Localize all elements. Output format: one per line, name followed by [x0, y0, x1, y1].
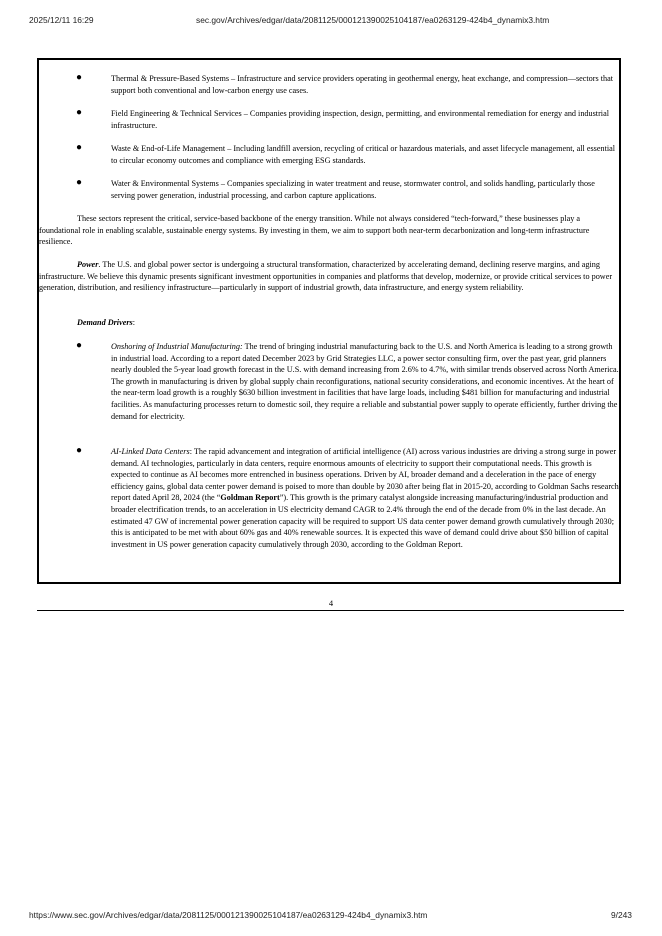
driver-title-ai: AI-Linked Data Centers [111, 447, 190, 456]
bullet-icon: ● [76, 445, 83, 456]
driver-text-onshoring: The trend of bringing industrial manufacturing back to the U.S. and North America is leading to a strong growth in industrial load. According to a report dated December 2023 by Grid Strategies LLC, a power sector consulting firm, over the past year, grid planners nearly doubled the 5-year load growth forecast in the U.S. with demand increasing from 2.6% to 4.7%, with similar trends observed across North America. The growth in manufacturing is driven by global supply chain reconfigurations, national security considerations, and economic incentives. At the heart of the near-term load growth is a roughly $630 billion investment in facilities that have large loads, including $481 billion for manufacturing and industrial facilities. As manufacturing processes return to domestic soil, they require a reliable and substantial power supply to operate efficiently, further driving the demand for electricity. [111, 342, 619, 421]
driver-title-onshoring: Onshoring of Industrial Manufacturing: [111, 342, 243, 351]
bullet-icon: ● [76, 340, 83, 351]
power-text: . The U.S. and global power sector is undergoing a structural transformation, characterized by accelerating demand, declining reserve margins, and aging infrastructure. We believe this dynamic presents significant investment opportunities in companies and platforms that develop, modernize, or provide critical services to power generation, distribution, and resiliency infrastructure—particularly in support of industrial growth, data infrastructure, and energy system reliability. [39, 260, 613, 293]
print-url: https://www.sec.gov/Archives/edgar/data/2081125/000121390025104187/ea0263129-424b4_dynamix3.htm [29, 910, 428, 920]
power-paragraph [39, 259, 617, 294]
driver-item-onshoring [111, 341, 619, 422]
page-number: 4 [328, 598, 334, 608]
bullet-icon: ● [76, 177, 83, 188]
bullet-icon: ● [76, 142, 83, 153]
print-page-title: sec.gov/Archives/edgar/data/2081125/000121390025104187/ea0263129-424b4_dynamix3.htm [196, 15, 550, 25]
power-label: Power [77, 260, 99, 269]
bullet-icon: ● [76, 72, 83, 83]
content-frame [37, 58, 621, 584]
demand-drivers-heading: Demand Drivers: [77, 318, 135, 327]
print-datetime: 2025/12/11 16:29 [29, 15, 94, 25]
sector-item-water: Water & Environmental Systems – Companies specializing in water treatment and reuse, stormwater control, and solids handling, particularly those serving power generation, industrial processing, and carbon capture applications. [111, 179, 595, 200]
sector-item-waste: Waste & End-of-Life Management – Including landfill aversion, recycling of critical or hazardous materials, and asset lifecycle management, all essential to circular economy outcomes and compliance with emerging ESG standards. [111, 144, 616, 165]
page-divider [37, 610, 624, 611]
sector-item-thermal: Thermal & Pressure-Based Systems – Infrastructure and service providers operating in geothermal energy, heat exchange, and compression—sectors that support both conventional and low-carbon energy use cases. [111, 74, 614, 95]
driver-item-ai-data-centers: AI-Linked Data Centers: The rapid advancement and integration of artificial intelligence (AI) across various industries are driving a strong surge in power demand. AI technologies, particularly in data centers, require enormous amounts of electricity to support their computational needs. This growth is expected to continue as AI becomes more entrenched in business operations. Driven by AI, broader demand and a deceleration in the pace of energy efficiency gains, global data center power demand is poised to more than double by 2030 after being flat in 2015-20, according to Goldman Sachs research report dated April 28, 2024 (the “Goldman Report”). This growth is the primary catalyst alongside increasing manufacturing/industrial production and broader electrification trends, to an acceleration in US electricity demand CAGR to 2.4% through the end of the decade from 0% in the last decade. An estimated 47 GW of incremental power generation capacity will be required to support US data center power demand growth cumulatively through 2030; this is anticipated to be met with about 60% gas and 40% renewable sources. It is expected this wave of demand could drive about $50 billion of capital investment in US power generation capacity cumulatively through 2030, according to the Goldman Report. [111, 447, 619, 549]
goldman-report-term: Goldman Report [220, 493, 280, 503]
summary-paragraph: These sectors represent the critical, service-based backbone of the energy transition. While not always considered “tech-forward,” these businesses play a foundational role in enabling scalable, sustainable energy systems. By investing in them, we aim to support both near-term decarbonization and long-term infrastructure resilience. [39, 214, 590, 247]
demand-drivers-title: Demand Drivers [77, 318, 133, 327]
print-page-count: 9/243 [611, 910, 632, 920]
sector-item-field-engineering: Field Engineering & Technical Services – Companies providing inspection, design, permitting, and environmental remediation for energy and industrial infrastructure. [111, 109, 609, 130]
bullet-icon: ● [76, 107, 83, 118]
